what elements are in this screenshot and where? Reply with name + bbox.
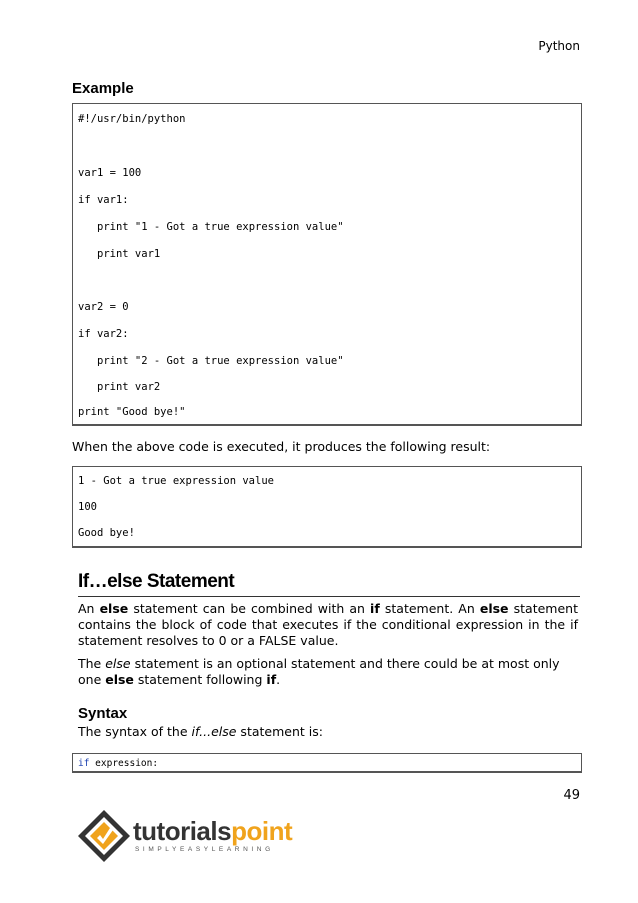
code-line: var1 = 100 [78,167,142,179]
logo-emblem-icon [75,808,133,870]
result-intro: When the above code is executed, it produces the following result: [72,439,491,454]
syntax-heading: Syntax [78,705,128,722]
tutorialspoint-logo [75,808,293,870]
code-line: #!/usr/bin/python [78,113,186,125]
section-heading: If…else Statement [78,571,235,592]
code-block-example [72,103,582,426]
paragraph-else-optional: The else statement is an optional statement and there could be at most only one else statement following if. [78,656,560,687]
code-line: if var2: [78,328,129,340]
code-line: if expression: [78,758,159,769]
output-line: 1 - Got a true expression value [78,475,274,487]
logo-tagline: SIMPLYEASYLEARNING [135,846,274,853]
output-line: Good bye! [78,527,135,539]
code-line: print var2 [97,381,161,393]
paragraph-else-intro: An else statement can be combined with an if statement. An else statement contains the block of code that executes if the conditional expression in the if statement resolves to 0 or a FALSE value. [78,601,578,648]
page-number: 49 [563,788,580,803]
code-block-syntax [72,753,582,773]
output-line: 100 [78,501,97,513]
code-line: if var1: [78,194,129,206]
section-divider [78,596,580,597]
code-line: print "1 - Got a true expression value" [97,221,344,233]
code-line: print var1 [97,248,161,260]
code-line: print "2 - Got a true expression value" [97,355,344,367]
code-line: var2 = 0 [78,301,129,313]
syntax-intro: The syntax of the if...else statement is: [78,724,323,739]
logo-wordmark: tutorialspoint [133,816,293,846]
code-line: print "Good bye!" [78,406,186,418]
code-block-output [72,466,582,548]
example-heading: Example [72,80,134,97]
running-header: Python [538,39,580,53]
